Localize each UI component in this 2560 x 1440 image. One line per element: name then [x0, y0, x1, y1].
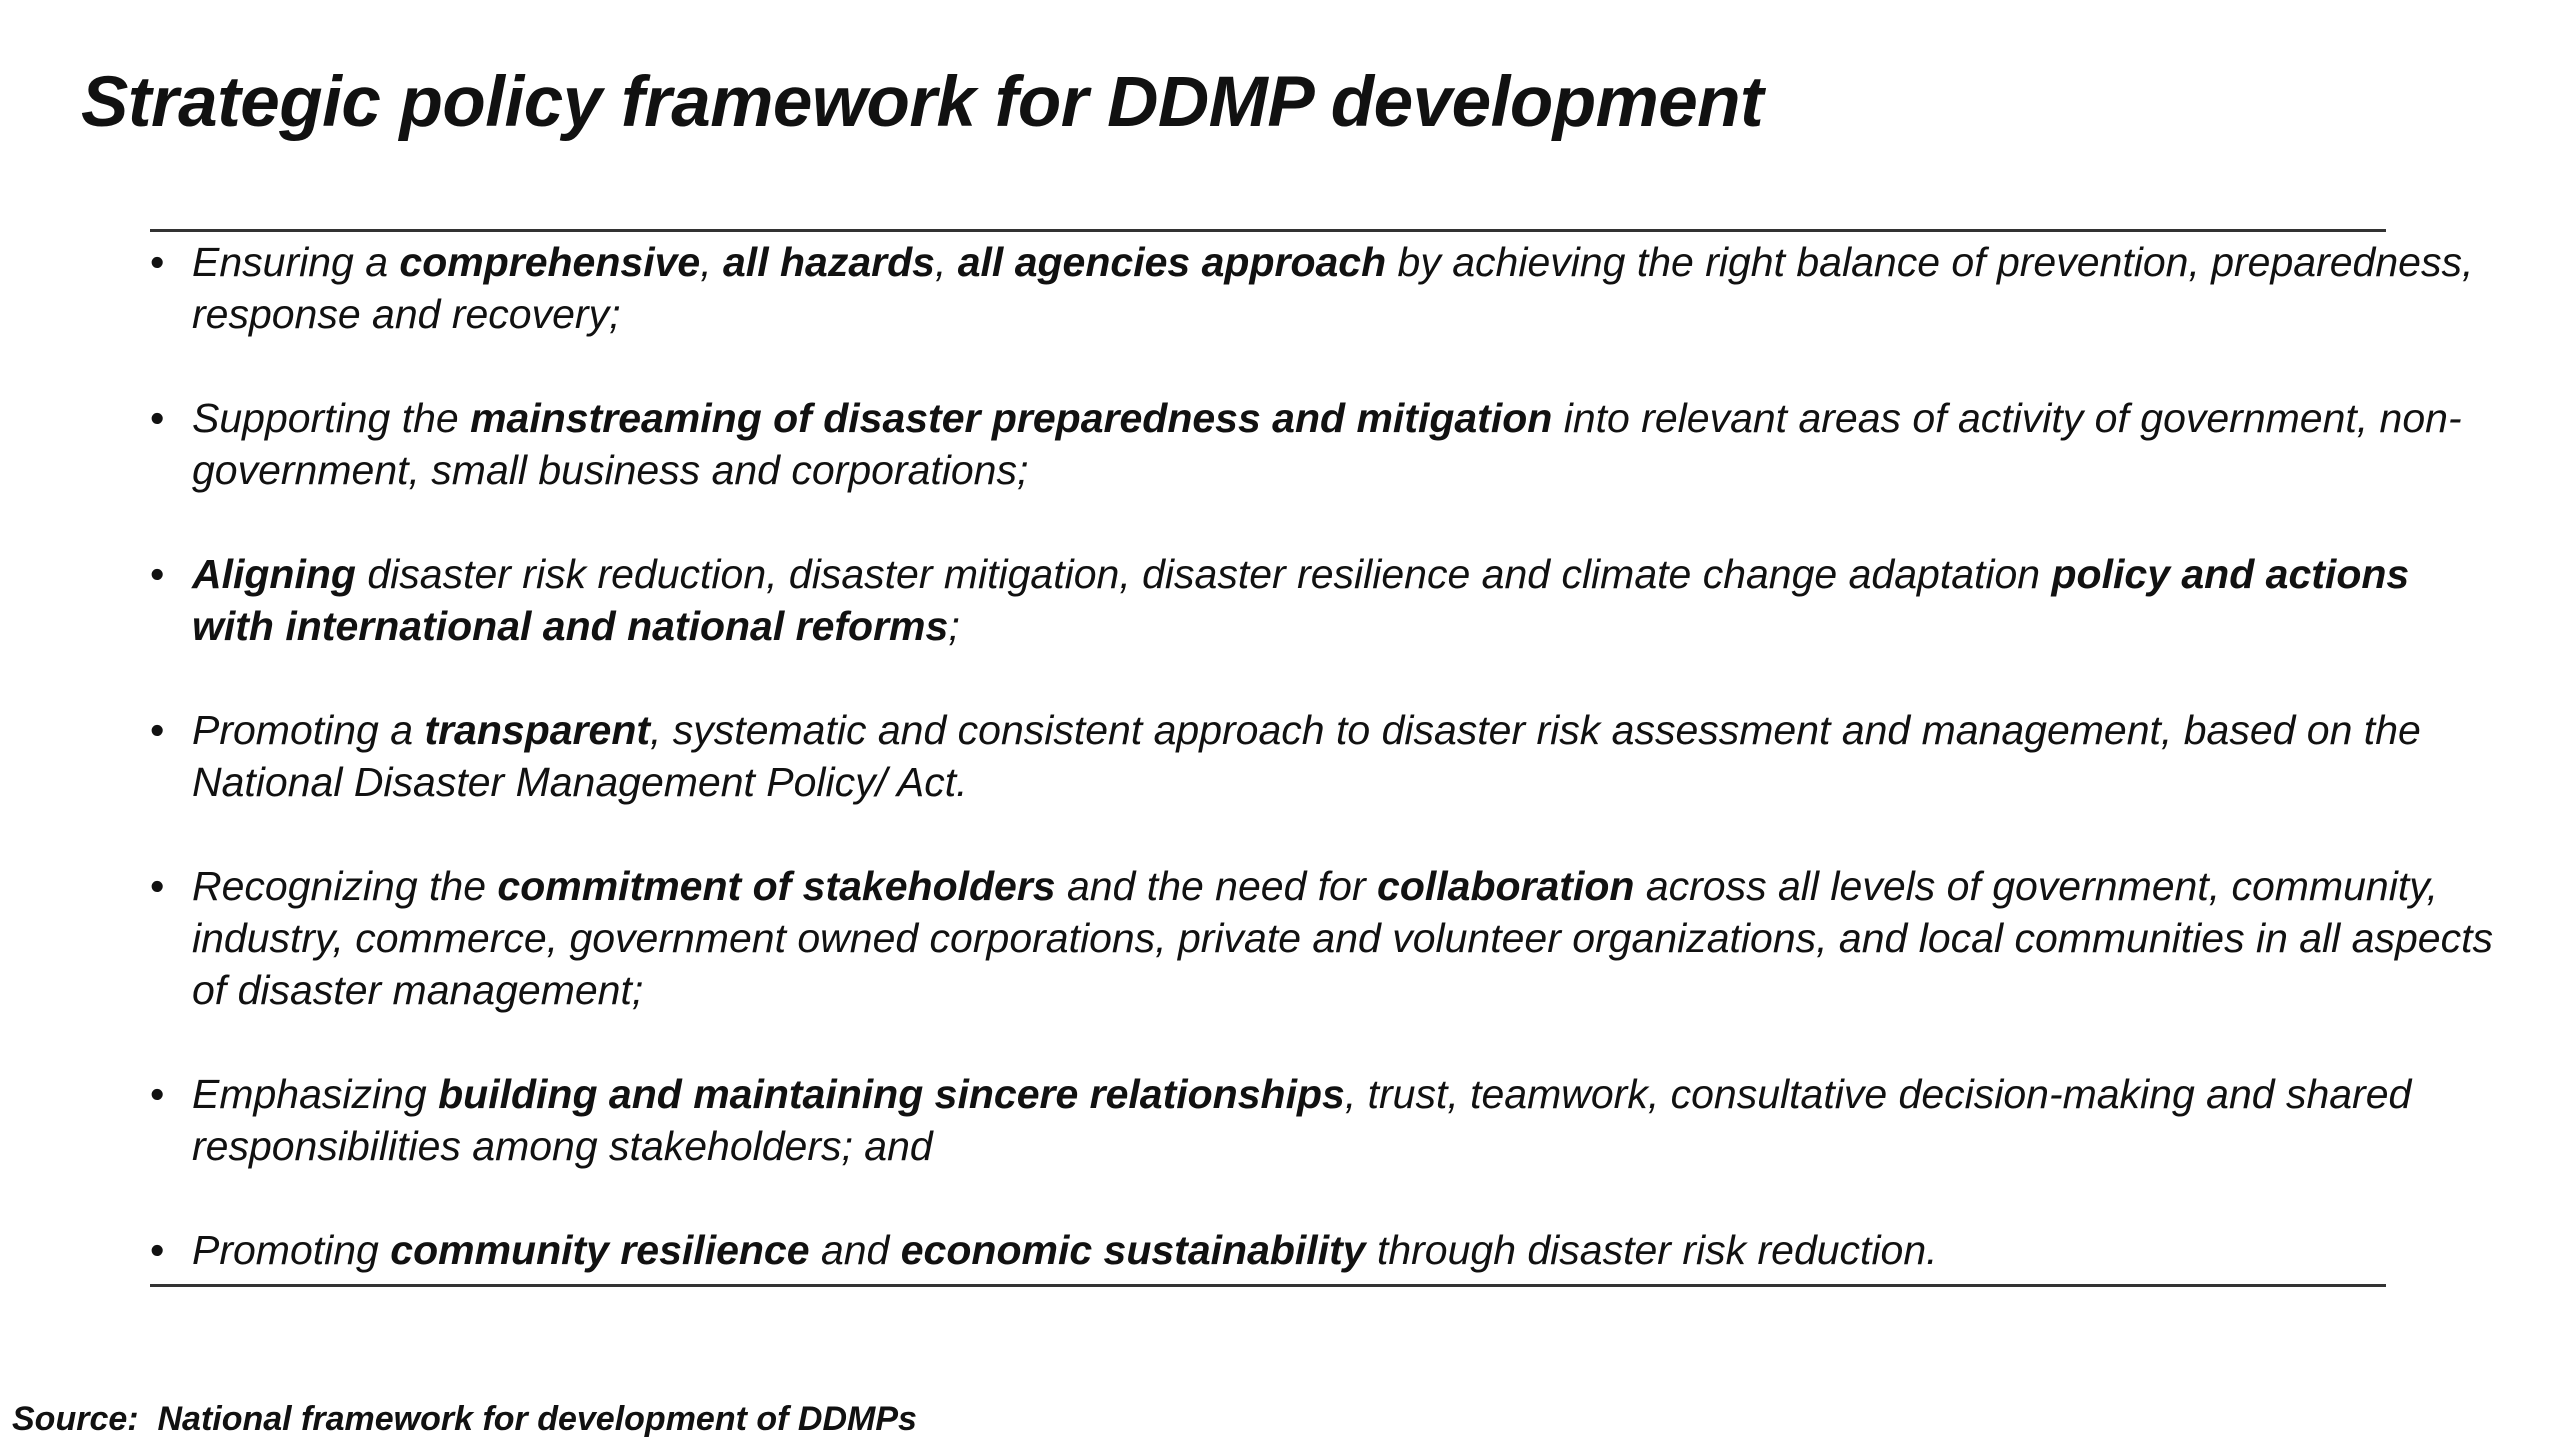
point-text: Supporting the	[192, 395, 471, 441]
bullet-marker: •	[150, 395, 165, 441]
point-emphasis-text: building and maintaining sincere relationships	[438, 1071, 1345, 1117]
policy-point	[150, 704, 2500, 808]
point-emphasis-text: community resilience	[390, 1227, 810, 1273]
point-text: , systematic and consistent approach to disaster risk assessment and management, based on the National Disaster Management Policy/ Act.	[192, 707, 2421, 805]
point-text: Promoting a	[192, 707, 425, 753]
point-emphasis-text: collaboration	[1377, 863, 1635, 909]
policy-point	[150, 236, 2500, 340]
point-text: across all levels of government, community, industry, commerce, government owned corporations, private and volunteer organizations, and local communities in all aspects of disaster management;	[192, 863, 2493, 1013]
point-emphasis-text: commitment of stakeholders	[497, 863, 1056, 909]
policy-point	[150, 1224, 2500, 1276]
bullet-marker: •	[150, 1071, 165, 1117]
point-text: ,	[700, 239, 723, 285]
policy-point	[150, 860, 2500, 1016]
point-text: disaster risk reduction, disaster mitigation, disaster resilience and climate change adaptation	[355, 551, 2052, 597]
point-text: Recognizing the	[192, 863, 498, 909]
point-text: and the need for	[1055, 863, 1378, 909]
bullet-marker: •	[150, 707, 165, 753]
bottom-divider	[150, 1284, 2386, 1287]
point-text: by achieving the right balance of prevention, preparedness, response and recovery;	[192, 239, 2474, 337]
point-text: Emphasizing	[192, 1071, 439, 1117]
point-emphasis-text: policy and actions with international and national reforms	[192, 551, 2410, 649]
policy-point	[150, 392, 2500, 496]
policy-points-list	[150, 236, 2500, 1276]
point-emphasis-text: comprehensive	[399, 239, 701, 285]
policy-point	[150, 1068, 2500, 1172]
point-text: ;	[948, 603, 960, 649]
bullet-marker: •	[150, 239, 165, 285]
point-emphasis-text: Aligning	[192, 551, 356, 597]
point-emphasis-text: economic sustainability	[900, 1227, 1366, 1273]
point-text: and	[809, 1227, 901, 1273]
point-text: into relevant areas of activity of government, non-government, small business and corporations;	[192, 395, 2462, 493]
top-divider	[150, 229, 2386, 232]
point-emphasis-text: mainstreaming of disaster preparedness and mitigation	[470, 395, 1553, 441]
source-note: Source: National framework for development of DDMPs	[12, 1400, 917, 1438]
bullet-marker: •	[150, 863, 165, 909]
point-text: ,	[934, 239, 958, 285]
slide-title: Strategic policy framework for DDMP development	[81, 63, 1764, 142]
point-emphasis-text: all agencies approach	[957, 239, 1387, 285]
point-text: through disaster risk reduction.	[1365, 1227, 1938, 1273]
point-emphasis-text: all hazards	[723, 239, 935, 285]
point-text: Ensuring a	[192, 239, 400, 285]
point-text: Promoting	[192, 1227, 391, 1273]
policy-point	[150, 548, 2500, 652]
bullet-marker: •	[150, 1227, 165, 1273]
point-emphasis-text: transparent	[424, 707, 651, 753]
bullet-marker: •	[150, 551, 165, 597]
point-text: , trust, teamwork, consultative decision-making and shared responsibilities among stakeholders; and	[192, 1071, 2412, 1169]
